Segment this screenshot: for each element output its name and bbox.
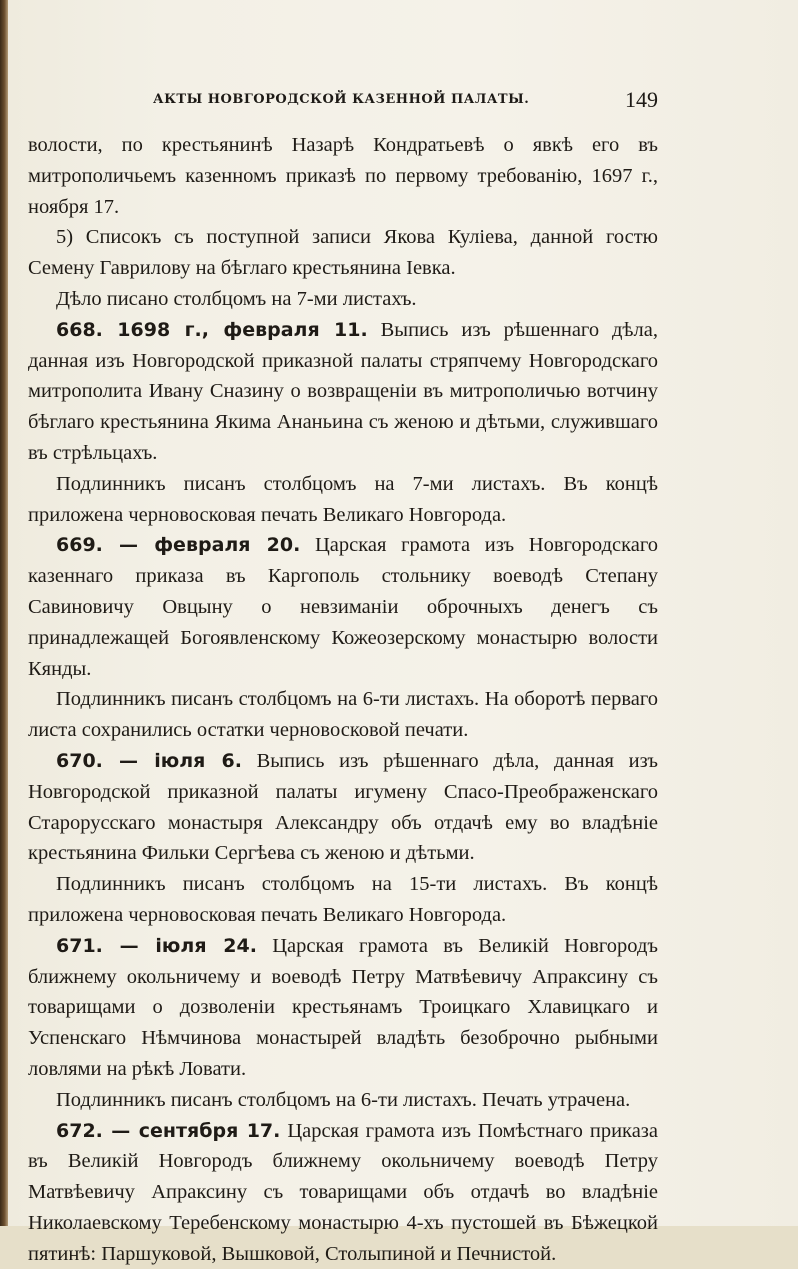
running-title: АКТЫ НОВГОРОДСКОЙ КАЗЕННОЙ ПАЛАТЫ. <box>153 92 529 107</box>
paragraph-text: Царская грамота изъ Помѣстнаго приказа въ Великій Новгородъ ближнему окольничему воеводѣ Петру Матвѣевичу Апраксину съ товарищами объ отдачѣ во владѣніе Николаевскому Теребенскому монастырю 4-хъ пустошей въ Бѣжецкой пятинѣ: Паршуковой, Вышковой, Столыпиной и Печнистой. <box>28 1120 658 1265</box>
paragraph <box>28 130 658 222</box>
paragraph-text: Выпись изъ рѣшеннаго дѣла, данная изъ Новгородской приказной палаты стряпчему Новгородскаго митрополита Ивану Сназину о возвращеніи въ митрополичью вотчину бѣглаго крестьянина Якима Ананьина съ женою и дѣтьми, служившаго въ стрѣльцахъ. <box>28 319 658 464</box>
entry-date: 670. — іюля 6. <box>56 750 242 772</box>
paragraph-text: Царская грамота изъ Новгородскаго казеннаго приказа въ Каргополь стольнику воеводѣ Степану Савиновичу Овцыну о невзиманіи оброчныхъ денегъ съ принадлежащей Богоявленскому Кожеозерскому монастырю волости Кянды. <box>28 534 658 679</box>
paragraph-text: Подлинникъ писанъ столбцомъ на 15-ти листахъ. Въ концѣ приложена черновосковая печать Великаго Новгорода. <box>28 873 658 926</box>
document-page <box>8 0 798 1226</box>
paragraph <box>28 869 658 931</box>
page-header <box>28 87 658 117</box>
entry-669 <box>28 530 658 684</box>
paragraph-text: Выпись изъ рѣшеннаго дѣла, данная изъ Новгородской приказной палаты игумену Спасо-Преображенскаго Старорусскаго монастыря Александру объ отдачѣ ему во владѣніе крестьянина Фильки Сергѣева съ женою и дѣтьми. <box>28 750 658 864</box>
paragraph-text: Подлинникъ писанъ столбцомъ на 7-ми листахъ. Въ концѣ приложена черновосковая печать Великаго Новгорода. <box>28 473 658 526</box>
entry-date: 669. — февраля 20. <box>56 534 300 556</box>
entry-671 <box>28 931 658 1085</box>
paragraph-text: волости, по крестьянинѣ Назарѣ Кондратьевѣ о явкѣ его въ митрополичьемъ казенномъ приказѣ по первому требованію, 1697 г., ноября 17. <box>28 134 658 218</box>
paragraph-text: Подлинникъ писанъ столбцомъ на 6-ти листахъ. Печать утрачена. <box>56 1089 630 1111</box>
paragraph-text: Дѣло писано столбцомъ на 7-ми листахъ. <box>56 288 417 310</box>
binding-edge <box>0 0 8 1226</box>
paragraph <box>28 1085 658 1116</box>
entry-670 <box>28 746 658 869</box>
entry-date: 672. — сентября 17. <box>56 1120 280 1142</box>
entry-672 <box>28 1116 658 1269</box>
body-text <box>28 130 658 1269</box>
entry-date: 668. 1698 г., февраля 11. <box>56 319 368 341</box>
entry-date: 671. — іюля 24. <box>56 935 257 957</box>
paragraph <box>28 469 658 531</box>
paragraph <box>28 222 658 284</box>
paragraph-text: Царская грамота въ Великій Новгородъ ближнему окольничему и воеводѣ Петру Матвѣевичу Апраксину съ товарищами о дозволеніи крестьянамъ Троицкаго Хлавицкаго и Успенскаго Нѣмчинова монастырей владѣть безоброчно рыбными ловлями на рѣкѣ Ловати. <box>28 935 658 1080</box>
paragraph <box>28 284 658 315</box>
page-number: 149 <box>625 87 658 113</box>
paragraph-text: 5) Списокъ съ поступной записи Якова Куліева, данной гостю Семену Гаврилову на бѣглаго крестьянина Іевка. <box>28 226 658 279</box>
paragraph-text: Подлинникъ писанъ столбцомъ на 6-ти листахъ. На оборотѣ перваго листа сохранились остатки черновосковой печати. <box>28 688 658 741</box>
entry-668 <box>28 315 658 469</box>
paragraph <box>28 684 658 746</box>
